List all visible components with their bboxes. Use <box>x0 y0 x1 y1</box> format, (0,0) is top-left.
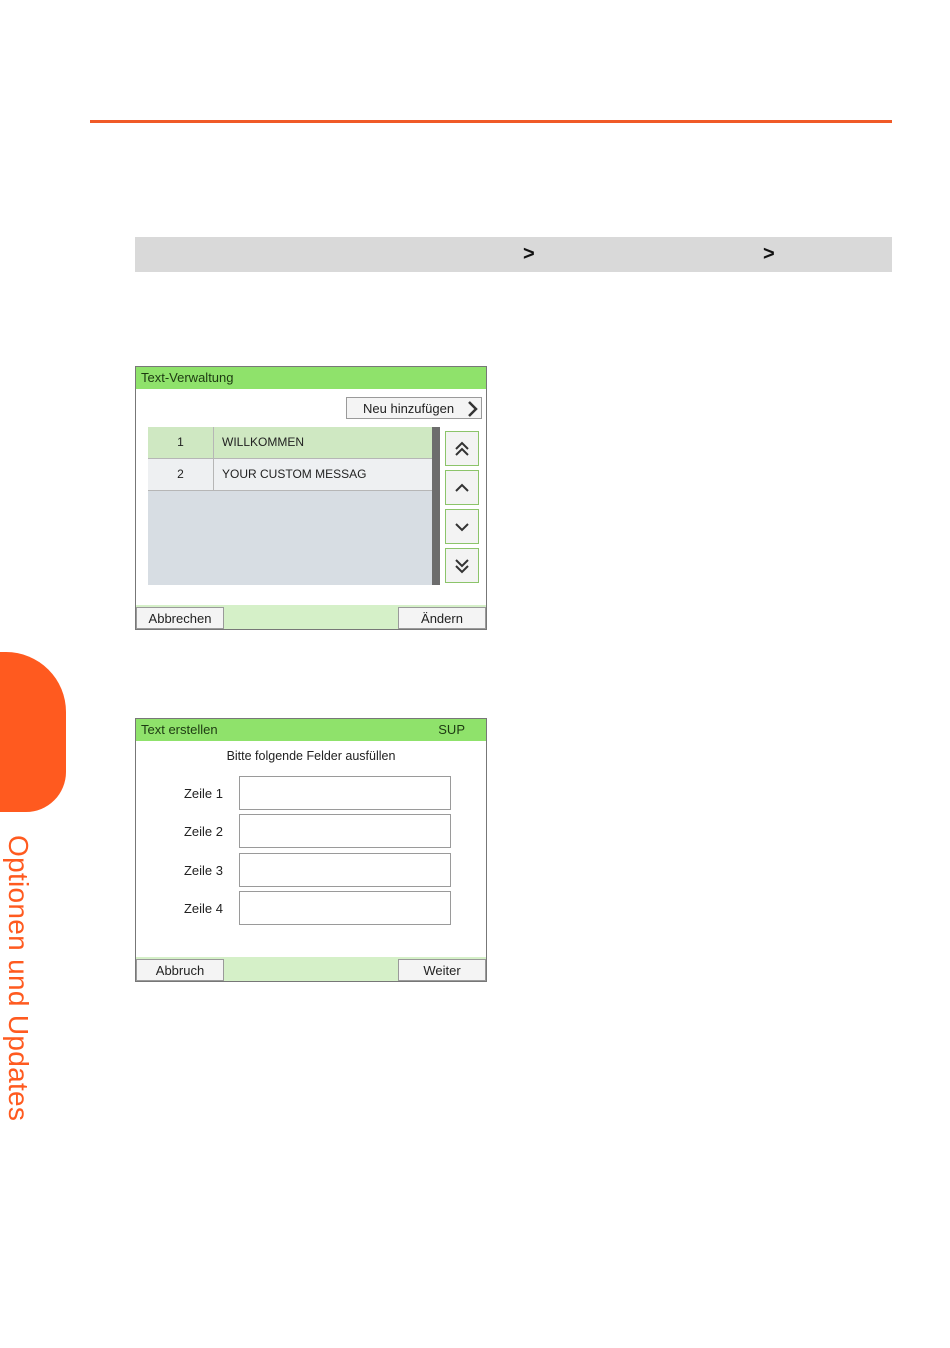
chevron-down-icon <box>453 518 471 536</box>
abort-button[interactable]: Abbruch <box>136 959 224 981</box>
double-chevron-down-icon <box>453 557 471 575</box>
chevron-up-icon <box>453 479 471 497</box>
scroll-up-button[interactable] <box>445 470 479 505</box>
instruction-text: Bitte folgende Felder ausfüllen <box>226 749 396 763</box>
chapter-label: Optionen und Updates <box>3 835 34 1122</box>
screen-title: Text erstellen <box>141 722 218 737</box>
change-button[interactable]: Ändern <box>398 607 486 629</box>
text-list <box>148 427 434 585</box>
chapter-tab <box>0 652 66 812</box>
chevron-right-icon <box>466 400 478 418</box>
scroll-bottom-button[interactable] <box>445 548 479 583</box>
line-2-field[interactable] <box>239 814 451 848</box>
text-management-screen <box>135 366 487 630</box>
list-item-text: WILLKOMMEN <box>222 435 305 449</box>
line-1-field[interactable] <box>239 776 451 810</box>
scroll-down-button[interactable] <box>445 509 479 544</box>
line-4-field[interactable] <box>239 891 451 925</box>
line-3-field[interactable] <box>239 853 451 887</box>
line-3-label: Zeile 3 <box>183 863 223 878</box>
list-item-number: 2 <box>148 459 214 490</box>
header-rule <box>90 120 892 123</box>
scroll-top-button[interactable] <box>445 431 479 466</box>
sup-badge: SUP <box>438 722 465 737</box>
breadcrumb-separator: > <box>523 243 535 265</box>
list-item[interactable] <box>148 459 432 491</box>
breadcrumb-separator: > <box>763 243 775 265</box>
line-4-label: Zeile 4 <box>183 901 223 916</box>
create-text-screen <box>135 718 487 982</box>
screen-title: Text-Verwaltung <box>141 370 234 385</box>
line-2-label: Zeile 2 <box>183 824 223 839</box>
list-item-number: 1 <box>148 427 214 458</box>
add-new-label: Neu hinzufügen <box>363 401 455 416</box>
list-item[interactable] <box>148 427 432 459</box>
breadcrumb <box>135 237 892 272</box>
line-1-label: Zeile 1 <box>183 786 223 801</box>
screen-title-bar <box>136 719 486 741</box>
screen-title-bar <box>136 367 486 389</box>
add-new-button[interactable] <box>346 397 482 419</box>
double-chevron-up-icon <box>453 440 471 458</box>
cancel-button[interactable]: Abbrechen <box>136 607 224 629</box>
list-item-text: YOUR CUSTOM MESSAG <box>222 467 367 481</box>
scrollbar[interactable] <box>432 427 440 585</box>
next-button[interactable]: Weiter <box>398 959 486 981</box>
